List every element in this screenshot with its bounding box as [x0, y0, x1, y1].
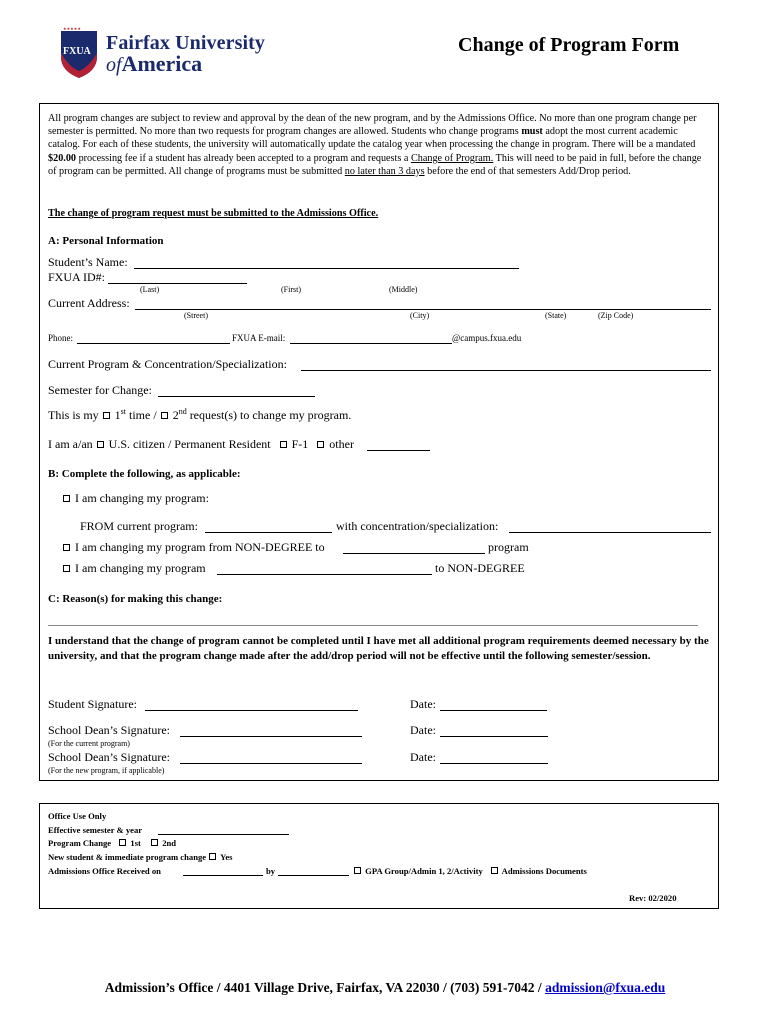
by-label: by: [266, 866, 276, 876]
received-on-field[interactable]: [183, 875, 263, 876]
semester-field[interactable]: [158, 396, 315, 397]
to-nondegree-checkbox[interactable]: [63, 565, 70, 572]
program-change-label: Program Change: [48, 838, 112, 848]
footer-address: Admission’s Office / 4401 Village Drive, Fairfax, VA 22030 / (703) 591-7042 /: [104, 980, 546, 995]
intro-s2: adopt the most current academic catalog. For each of these students, the university will automatically update the catalog year when processing the change in program. There will be a mandated: [48, 126, 696, 151]
program-label: program: [488, 540, 529, 554]
fxua-id-label: FXUA ID#:: [48, 270, 106, 284]
received-by-field[interactable]: [278, 875, 349, 876]
student-signature-label: Student Signature:: [48, 697, 137, 711]
dean-new-signature-label: School Dean’s Signature:: [48, 750, 170, 764]
second-time-checkbox[interactable]: [161, 412, 168, 419]
gpa-group-checkbox[interactable]: [354, 867, 361, 874]
other-label: other: [329, 437, 354, 451]
other-checkbox[interactable]: [317, 441, 324, 448]
with-conc-label: with concentration/specialization:: [336, 519, 499, 533]
dean-new-date-label: Date:: [410, 750, 436, 764]
request-count-row: [48, 407, 351, 423]
dean-date-label: Date:: [410, 723, 436, 737]
dean-new-date-field[interactable]: [440, 763, 548, 764]
intro-paragraph: [48, 112, 712, 178]
student-signature-field[interactable]: [145, 710, 358, 711]
from-nondegree-row: [62, 540, 325, 555]
request-text: request(s) to change my program.: [189, 408, 352, 422]
intro-s5: before the end of that semesters Add/Drop period.: [424, 165, 631, 177]
svg-text:★★★★★: ★★★★★: [63, 27, 81, 31]
agreement-statement: I understand that the change of program cannot be completed until I have met all additional program requirements deemed necessary by the university, and that the program change made after the add/drop period will not be effective until the following semester/session.: [48, 635, 709, 662]
office-1st-checkbox[interactable]: [119, 839, 126, 846]
dean-current-note: (For the current program): [48, 739, 130, 748]
changing-program-label: I am changing my program:: [75, 491, 209, 505]
footer-email-link[interactable]: admission@fxua.edu: [545, 980, 666, 995]
to-nondegree-label: to NON-DEGREE: [435, 561, 525, 575]
changing-program-checkbox[interactable]: [63, 495, 70, 502]
name-sub-middle: (Middle): [389, 285, 418, 294]
intro-change-of-program: Change of Program.: [410, 152, 494, 164]
student-date-field[interactable]: [440, 710, 547, 711]
other-field[interactable]: [367, 450, 430, 451]
logo-america: [106, 51, 202, 77]
phone-field[interactable]: [77, 343, 230, 344]
admissions-docs-checkbox[interactable]: [491, 867, 498, 874]
fxua-id-field[interactable]: [108, 283, 247, 284]
citizen-label: U.S. citizen / Permanent Resident: [108, 437, 271, 451]
first-label: 1: [114, 408, 121, 422]
f1-checkbox[interactable]: [280, 441, 287, 448]
yes-label: Yes: [220, 852, 233, 862]
to-nondegree-pre: I am changing my program: [75, 561, 206, 575]
logo-of: of: [106, 54, 122, 76]
from-nondegree-label: I am changing my program from NON-DEGREE to: [75, 540, 325, 554]
email-field[interactable]: [290, 343, 452, 344]
office-1st-label: 1st: [130, 838, 141, 848]
time-sep: time /: [129, 408, 157, 422]
first-sup: st: [120, 407, 127, 416]
current-program-field[interactable]: [301, 370, 711, 371]
intro-must: must: [521, 126, 543, 138]
new-student-label: New student & immediate program change: [48, 852, 207, 862]
changing-program-row: [62, 491, 209, 506]
from-current-label: FROM current program:: [80, 519, 198, 533]
student-name-label: Student’s Name:: [48, 255, 128, 269]
section-c-heading: C: Reason(s) for making this change:: [48, 593, 223, 605]
received-on-label: Admissions Office Received on: [48, 866, 161, 876]
dean-signature-field[interactable]: [180, 736, 362, 737]
intro-s4: This will need to be paid in full, before the change of program can be permitted. All change of programs must be submitted: [48, 152, 702, 177]
logo-america-text: America: [121, 51, 203, 76]
name-sub-first: (First): [281, 285, 301, 294]
dean-new-signature-field[interactable]: [180, 763, 362, 764]
current-address-label: Current Address:: [48, 296, 130, 310]
this-is-my-label: This is my: [48, 408, 99, 422]
with-conc-field[interactable]: [509, 532, 711, 533]
effective-field[interactable]: [158, 834, 289, 835]
second-label: 2: [172, 408, 179, 422]
first-time-checkbox[interactable]: [103, 412, 110, 419]
dean-new-note: (For the new program, if applicable): [48, 766, 165, 775]
dean-signature-label: School Dean’s Signature:: [48, 723, 170, 737]
student-name-field[interactable]: [134, 268, 519, 269]
intro-deadline: no later than 3 days: [344, 165, 425, 177]
student-date-label: Date:: [410, 697, 436, 711]
semester-label: Semester for Change:: [48, 383, 152, 397]
gpa-group-row: [353, 866, 587, 876]
second-sup: nd: [178, 407, 187, 416]
intro-s3: processing fee if a student has already been accepted to a program and requests a: [76, 152, 411, 164]
section-b-heading: B: Complete the following, as applicable:: [48, 468, 241, 480]
office-2nd-label: 2nd: [162, 838, 177, 848]
from-nondegree-checkbox[interactable]: [63, 544, 70, 551]
current-program-label: Current Program & Concentration/Specialization:: [48, 357, 287, 371]
address-sub-city: (City): [410, 311, 430, 320]
name-sub-last: (Last): [140, 285, 160, 294]
submit-notice: The change of program request must be submitted to the Admissions Office.: [48, 208, 379, 219]
new-student-row: [48, 852, 233, 862]
email-domain: @campus.fxua.edu: [452, 333, 522, 343]
address-sub-state: (State): [545, 311, 567, 320]
intro-fee: $20.00: [48, 152, 77, 164]
admissions-docs-label: Admissions Documents: [501, 866, 587, 876]
form-title: Change of Program Form: [458, 34, 680, 56]
current-address-field[interactable]: [135, 309, 711, 310]
email-label: FXUA E-mail:: [232, 333, 286, 343]
from-current-field[interactable]: [205, 532, 332, 533]
citizenship-row: [48, 437, 354, 452]
to-nondegree-field[interactable]: [217, 574, 432, 575]
gpa-group-label: GPA Group/Admin 1, 2/Activity: [365, 866, 483, 876]
intro-s1: All program changes are subject to review and approval by the dean of the new program, and by the Admissions Office. No more than one program change per semester is permitted. No more than two requests for program changes are allowed. Students who change programs: [48, 113, 697, 138]
section-a-heading: A: Personal Information: [48, 235, 164, 247]
logo-abbrev: FXUA: [63, 46, 91, 57]
effective-label: Effective semester & year: [48, 825, 143, 835]
citizen-checkbox[interactable]: [97, 441, 104, 448]
revision-label: Rev: 02/2020: [629, 893, 677, 903]
logo-line1: Fairfax University: [106, 32, 265, 54]
address-sub-zip: (Zip Code): [598, 311, 634, 320]
phone-label: Phone:: [48, 333, 74, 343]
office-2nd-checkbox[interactable]: [151, 839, 158, 846]
program-change-row: [48, 838, 176, 848]
address-sub-street: (Street): [184, 311, 208, 320]
new-student-checkbox[interactable]: [209, 853, 216, 860]
reason-field[interactable]: [48, 625, 698, 626]
to-nondegree-row: [62, 561, 206, 576]
f1-label: F-1: [291, 437, 309, 451]
from-nondegree-field[interactable]: [343, 553, 485, 554]
office-title: Office Use Only: [48, 811, 107, 821]
footer-contact: [0, 980, 770, 996]
i-am-label: I am a/an: [48, 437, 93, 451]
dean-date-field[interactable]: [440, 736, 548, 737]
